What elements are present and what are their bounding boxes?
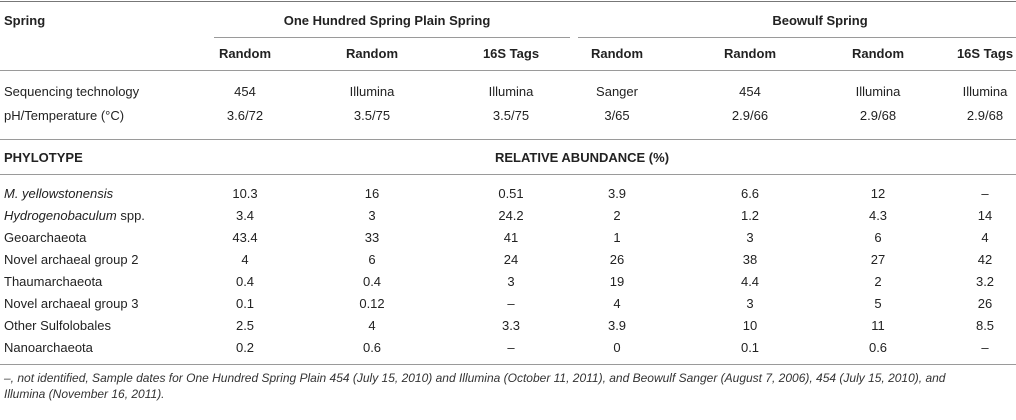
abundance-cell: –: [507, 296, 515, 311]
footnote-line-2: Illumina (November 16, 2011).: [4, 387, 165, 401]
meta-rule: [0, 139, 1016, 140]
abundance-cell: 0: [613, 340, 621, 355]
abundance-cell: 4: [241, 252, 249, 267]
phylotype-name-text: spp.: [116, 208, 145, 223]
abundance-cell: 24.2: [498, 208, 524, 223]
subheader: Random: [219, 46, 271, 61]
abundance-cell: 3.9: [607, 186, 627, 201]
subheader: Random: [852, 46, 904, 61]
abundance-cell: 2: [613, 208, 621, 223]
meta-cell: Illumina: [962, 84, 1008, 99]
meta-cell: 2.9/66: [731, 108, 769, 123]
meta-cell: 3.6/72: [226, 108, 264, 123]
phylotype-name: [4, 340, 93, 356]
abundance-cell: 3: [746, 296, 754, 311]
subheader: Random: [346, 46, 398, 61]
subheader: 16S Tags: [956, 46, 1014, 61]
subheader: Random: [591, 46, 643, 61]
abundance-cell: 8.5: [975, 318, 995, 333]
meta-cell: 3/65: [604, 108, 630, 123]
phylotype-name: [4, 296, 138, 312]
footnote-line-1: –, not identified, Sample dates for One Hundred Spring Plain 454 (July 15, 2010) and Illumina (October 11, 2011), and Beowulf Sanger (August 7, 2006), 454 (July 15, 2010), and: [4, 371, 946, 385]
abundance-cell: 4.4: [740, 274, 760, 289]
meta-cell: Illumina: [488, 84, 534, 99]
abundance-cell: 43.4: [232, 230, 258, 245]
abundance-cell: 26: [977, 296, 993, 311]
meta-cell: 3.5/75: [492, 108, 530, 123]
phylotype-name-italic: Hydrogenobaculum: [4, 208, 117, 223]
abundance-cell: 24: [503, 252, 519, 267]
abundance-cell: 0.12: [359, 296, 385, 311]
abundance-cell: 6: [368, 252, 376, 267]
abundance-cell: 6: [874, 230, 882, 245]
abundance-cell: 4: [368, 318, 376, 333]
phylotype-name-text: Novel archaeal group 2: [4, 252, 139, 267]
spring-label: Spring: [4, 13, 46, 28]
phylotype-name-text: Other Sulfolobales: [4, 318, 111, 333]
meta-cell: Sanger: [596, 84, 638, 99]
top-rule: [0, 1, 1016, 2]
abundance-cell: 3: [746, 230, 754, 245]
abundance-cell: 0.4: [362, 274, 382, 289]
abundance-cell: 27: [870, 252, 886, 267]
abundance-cell: 2: [874, 274, 882, 289]
group1-title: One Hundred Spring Plain Spring: [283, 13, 491, 28]
phylotype-name: [4, 186, 113, 202]
abundance-cell: 11: [871, 318, 885, 333]
abundance-cell: 42: [977, 252, 993, 267]
abundance-cell: –: [981, 340, 989, 355]
abundance-cell: 3.2: [975, 274, 995, 289]
abundance-cell: 0.6: [868, 340, 888, 355]
abundance-heading: RELATIVE ABUNDANCE (%): [494, 150, 670, 165]
phylotype-name-italic: M. yellowstonensis: [4, 186, 114, 201]
phylotype-name-text: Nanoarchaeota: [4, 340, 93, 355]
meta-cell: Illumina: [855, 84, 901, 99]
abundance-cell: 3: [507, 274, 515, 289]
phylotype-name: [4, 274, 102, 290]
phylotype-name-text: Geoarchaeota: [4, 230, 87, 245]
phylotype-name-text: Thaumarchaeota: [4, 274, 103, 289]
abundance-cell: 41: [503, 230, 519, 245]
group1-underline: [214, 37, 570, 38]
abundance-cell: –: [981, 186, 989, 201]
abundance-cell: 3.9: [607, 318, 627, 333]
abundance-cell: 5: [874, 296, 882, 311]
abundance-cell: 0.1: [740, 340, 760, 355]
phylotype-name-text: Novel archaeal group 3: [4, 296, 139, 311]
phylotype-name: [4, 252, 138, 268]
table-footnote: [4, 370, 1004, 402]
abundance-cell: 10.3: [232, 186, 258, 201]
meta-label: Sequencing technology: [4, 84, 140, 99]
phylotype-name: [4, 318, 111, 334]
meta-label: pH/Temperature (°C): [4, 108, 125, 123]
abundance-cell: 0.1: [235, 296, 255, 311]
abundance-cell: 19: [609, 274, 625, 289]
abundance-cell: 33: [364, 230, 380, 245]
abundance-cell: 14: [977, 208, 993, 223]
abundance-cell: 4: [613, 296, 621, 311]
abundance-cell: 3.4: [235, 208, 255, 223]
abundance-cell: 16: [364, 186, 380, 201]
subheader: 16S Tags: [482, 46, 540, 61]
abundance-cell: 3.3: [501, 318, 521, 333]
abundance-cell: 10: [742, 318, 758, 333]
meta-cell: 3.5/75: [353, 108, 391, 123]
meta-cell: 2.9/68: [859, 108, 897, 123]
abundance-cell: 2.5: [235, 318, 255, 333]
meta-cell: 454: [739, 84, 761, 99]
abundance-cell: 4.3: [868, 208, 888, 223]
abundance-cell: 1.2: [740, 208, 760, 223]
phylotype-name: [4, 230, 86, 246]
abundance-cell: 0.6: [362, 340, 382, 355]
abundance-cell: 26: [609, 252, 625, 267]
group2-underline: [578, 37, 1016, 38]
meta-cell: 454: [234, 84, 256, 99]
group2-title: Beowulf Spring: [772, 13, 868, 28]
subheader: Random: [724, 46, 776, 61]
abundance-cell: 0.4: [235, 274, 255, 289]
phylotype-name: [4, 208, 145, 224]
abundance-cell: 1: [613, 230, 621, 245]
phylotype-heading: PHYLOTYPE: [4, 150, 83, 165]
meta-cell: Illumina: [349, 84, 395, 99]
abundance-cell: 0.2: [235, 340, 255, 355]
abundance-cell: 0.51: [498, 186, 524, 201]
bottom-rule: [0, 364, 1016, 365]
abundance-cell: –: [507, 340, 515, 355]
section-rule: [0, 174, 1016, 175]
abundance-cell: 6.6: [740, 186, 760, 201]
abundance-cell: 38: [742, 252, 758, 267]
subheader-rule: [0, 70, 1016, 71]
meta-cell: 2.9/68: [966, 108, 1004, 123]
abundance-cell: 3: [368, 208, 376, 223]
abundance-cell: 4: [981, 230, 989, 245]
abundance-cell: 12: [870, 186, 886, 201]
